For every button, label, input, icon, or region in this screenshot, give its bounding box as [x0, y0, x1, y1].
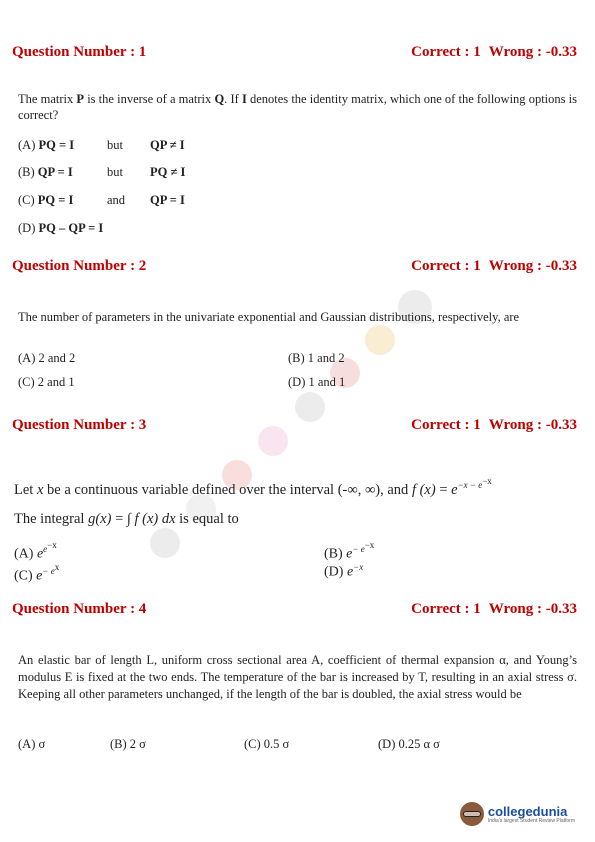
option-3c[interactable]: (C) $e^{- e^x}$	[14, 562, 60, 584]
marks-3: Correct : 1 Wrong : -0.33	[411, 416, 577, 433]
marks-2: Correct : 1 Wrong : -0.33	[411, 257, 577, 274]
option-2d[interactable]: (D) 1 and 1	[288, 375, 346, 389]
question-header-4	[12, 599, 577, 619]
option-3d[interactable]: (D) $e^{-x}$	[324, 562, 364, 580]
option-1b[interactable]: (B) QP = I	[18, 165, 73, 179]
option-2b[interactable]: (B) 1 and 2	[288, 351, 345, 365]
option-3a[interactable]: (A) $e^{e^{-x}}$	[14, 540, 57, 562]
question-header-3	[12, 415, 577, 435]
question-text-4: An elastic bar of length L, uniform cross sectional area A, coefficient of thermal expansion α, and Young’s modulus E is fixed at the two ends. The temperature of the bar is increased by T, resulting in an axial stress σ. Keeping all other parameters unchanged, if the length of the bar is doubled, the axial stress would be	[18, 653, 577, 701]
option-3b[interactable]: (B) $e^{- e^{-x}}$	[324, 540, 375, 562]
option-2a[interactable]: (A) 2 and 2	[18, 351, 76, 365]
question-number-1: Question Number : 1	[12, 43, 147, 60]
option-1c-conj: and	[107, 193, 126, 207]
question-text-3-line1: Let x be a continuous variable defined over the interval (-∞, ∞), and f $(x) = e^{-x - e^{-x}}$	[14, 476, 492, 498]
marks-1: Correct : 1 Wrong : -0.33	[411, 43, 577, 60]
option-4c[interactable]: (C) 0.5 σ	[244, 737, 290, 751]
marks-4: Correct : 1 Wrong : -0.33	[411, 600, 577, 617]
question-text-1: The matrix P is the inverse of a matrix Q. If I denotes the identity matrix, which one of the following options is correct?	[18, 92, 578, 122]
question-text-2: The number of parameters in the univariate exponential and Gaussian distributions, respectively, are	[18, 310, 520, 324]
question-number-3: Question Number : 3	[12, 416, 147, 433]
question-number-2: Question Number : 2	[12, 257, 147, 274]
logo-name: collegedunia	[487, 803, 568, 819]
question-header-2	[12, 256, 577, 276]
option-4a[interactable]: (A) σ	[18, 737, 46, 751]
option-4d[interactable]: (D) 0.25 α σ	[378, 737, 440, 751]
option-1d[interactable]: (D) PQ – QP = I	[18, 221, 104, 235]
student-avatar-icon	[460, 802, 484, 826]
question-number-4: Question Number : 4	[12, 600, 147, 617]
question-text-3-line2: The integral g(x) = ∫ f (x) dx is equal to	[14, 511, 239, 527]
option-1a-right: QP ≠ I	[150, 138, 185, 152]
option-1a-conj: but	[107, 138, 123, 152]
watermark-circle	[365, 325, 395, 355]
option-1a[interactable]: (A) PQ = I	[18, 138, 75, 152]
collegedunia-logo[interactable]	[460, 802, 575, 826]
option-1b-conj: but	[107, 165, 123, 179]
option-1c-right: QP = I	[150, 193, 185, 207]
option-1c[interactable]: (C) PQ = I	[18, 193, 74, 207]
logo-tagline: India's largest Student Review Platform	[487, 817, 575, 824]
watermark-circle	[150, 528, 180, 558]
option-1b-right: PQ ≠ I	[150, 165, 186, 179]
option-2c[interactable]: (C) 2 and 1	[18, 375, 75, 389]
option-4b[interactable]: (B) 2 σ	[110, 737, 146, 751]
question-header-1	[12, 42, 577, 62]
